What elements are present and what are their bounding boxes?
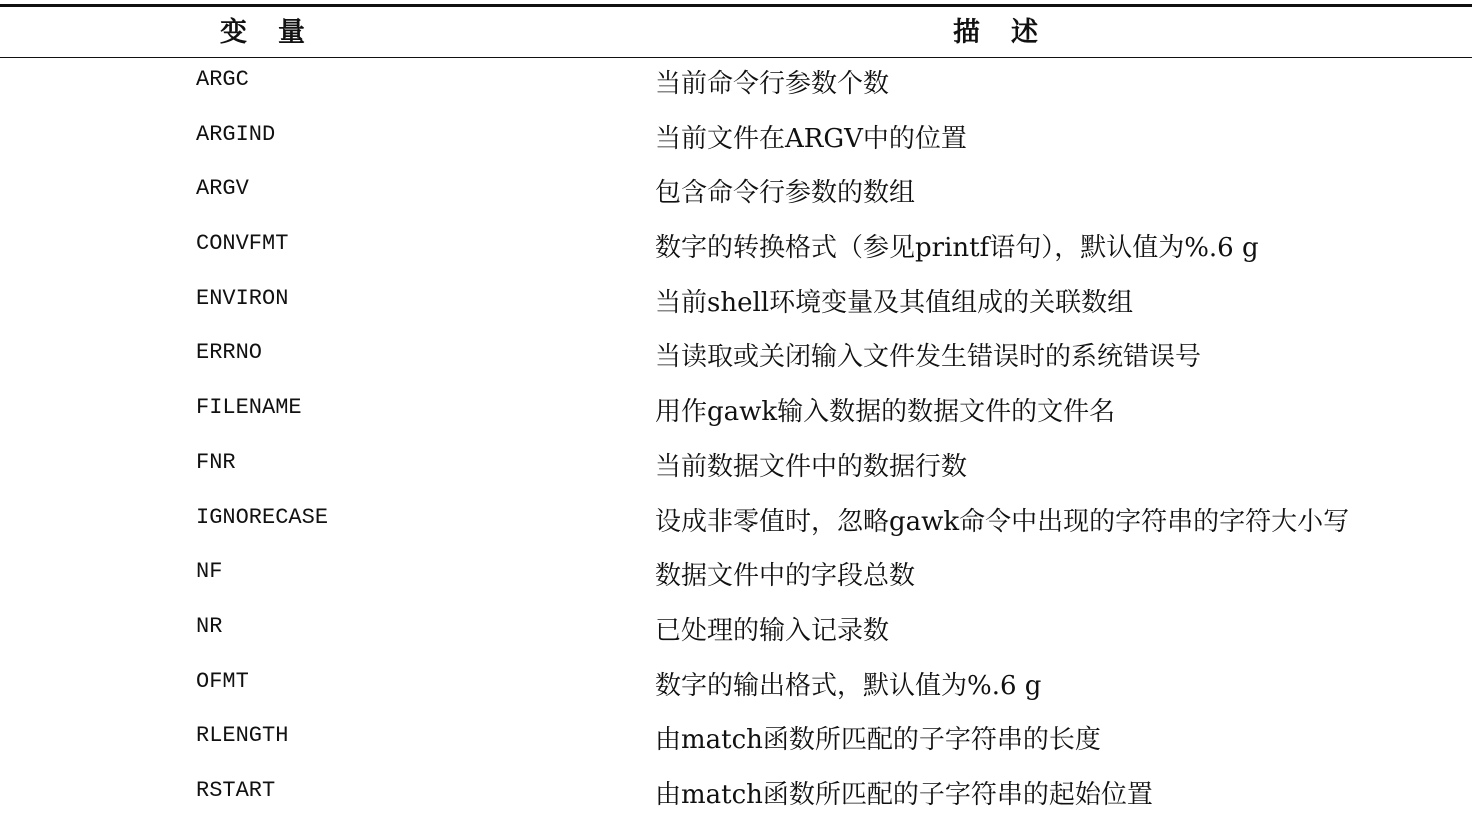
table-row — [0, 167, 1472, 222]
variable-name: RLENGTH — [196, 723, 289, 749]
variable-description: 当前数据文件中的数据行数 — [655, 451, 968, 482]
variable-description: 当前shell环境变量及其值组成的关联数组 — [655, 287, 1134, 318]
table-row — [0, 660, 1472, 715]
variable-name: FILENAME — [196, 395, 302, 421]
header-description: 描 述 — [953, 17, 1040, 48]
variable-name: ARGC — [196, 67, 249, 92]
table-row — [0, 386, 1472, 441]
table-row — [0, 441, 1472, 496]
table-row — [0, 550, 1472, 605]
variable-name: ARGIND — [196, 121, 276, 147]
variable-description: 设成非零值时，忽略gawk命令中出现的字符串的字符大小写 — [655, 506, 1350, 537]
variable-description: 包含命令行参数的数组 — [655, 178, 916, 209]
variable-description: 由match函数所匹配的子字符串的起始位置 — [655, 779, 1153, 810]
variable-name: ARGV — [196, 176, 249, 202]
variable-name: ENVIRON — [196, 285, 289, 311]
variable-name: OFMT — [196, 668, 249, 694]
table-top-rule — [0, 4, 1472, 7]
table-row — [0, 769, 1472, 824]
table-row — [0, 222, 1472, 277]
table-row — [0, 113, 1472, 168]
table-row — [0, 277, 1472, 332]
variable-name: IGNORECASE — [196, 504, 329, 530]
variable-name: CONVFMT — [196, 231, 289, 257]
table-row — [0, 605, 1472, 660]
variable-description: 由match函数所匹配的子字符串的长度 — [655, 725, 1101, 756]
table-body — [0, 58, 1472, 824]
table-row — [0, 58, 1472, 113]
variable-description: 当读取或关闭输入文件发生错误时的系统错误号 — [655, 342, 1202, 373]
variable-description: 当前命令行参数个数 — [655, 69, 890, 99]
variable-description: 当前文件在ARGV中的位置 — [655, 123, 967, 154]
variable-description: 用作gawk输入数据的数据文件的文件名 — [655, 397, 1116, 428]
variable-name: RSTART — [196, 777, 276, 803]
variable-name: ERRNO — [196, 340, 263, 366]
header-variable: 变 量 — [220, 17, 307, 48]
variable-description: 数字的输出格式，默认值为%.6 g — [655, 670, 1042, 701]
table-row — [0, 331, 1472, 386]
table-row — [0, 496, 1472, 551]
variable-name: FNR — [196, 449, 236, 475]
variable-description: 数字的转换格式（参见printf语句），默认值为%.6 g — [655, 233, 1259, 264]
table-row — [0, 714, 1472, 769]
variable-description: 已处理的输入记录数 — [655, 615, 890, 646]
variable-name: NR — [196, 613, 223, 639]
variable-description: 数据文件中的字段总数 — [655, 561, 916, 592]
variable-name: NF — [196, 559, 223, 585]
